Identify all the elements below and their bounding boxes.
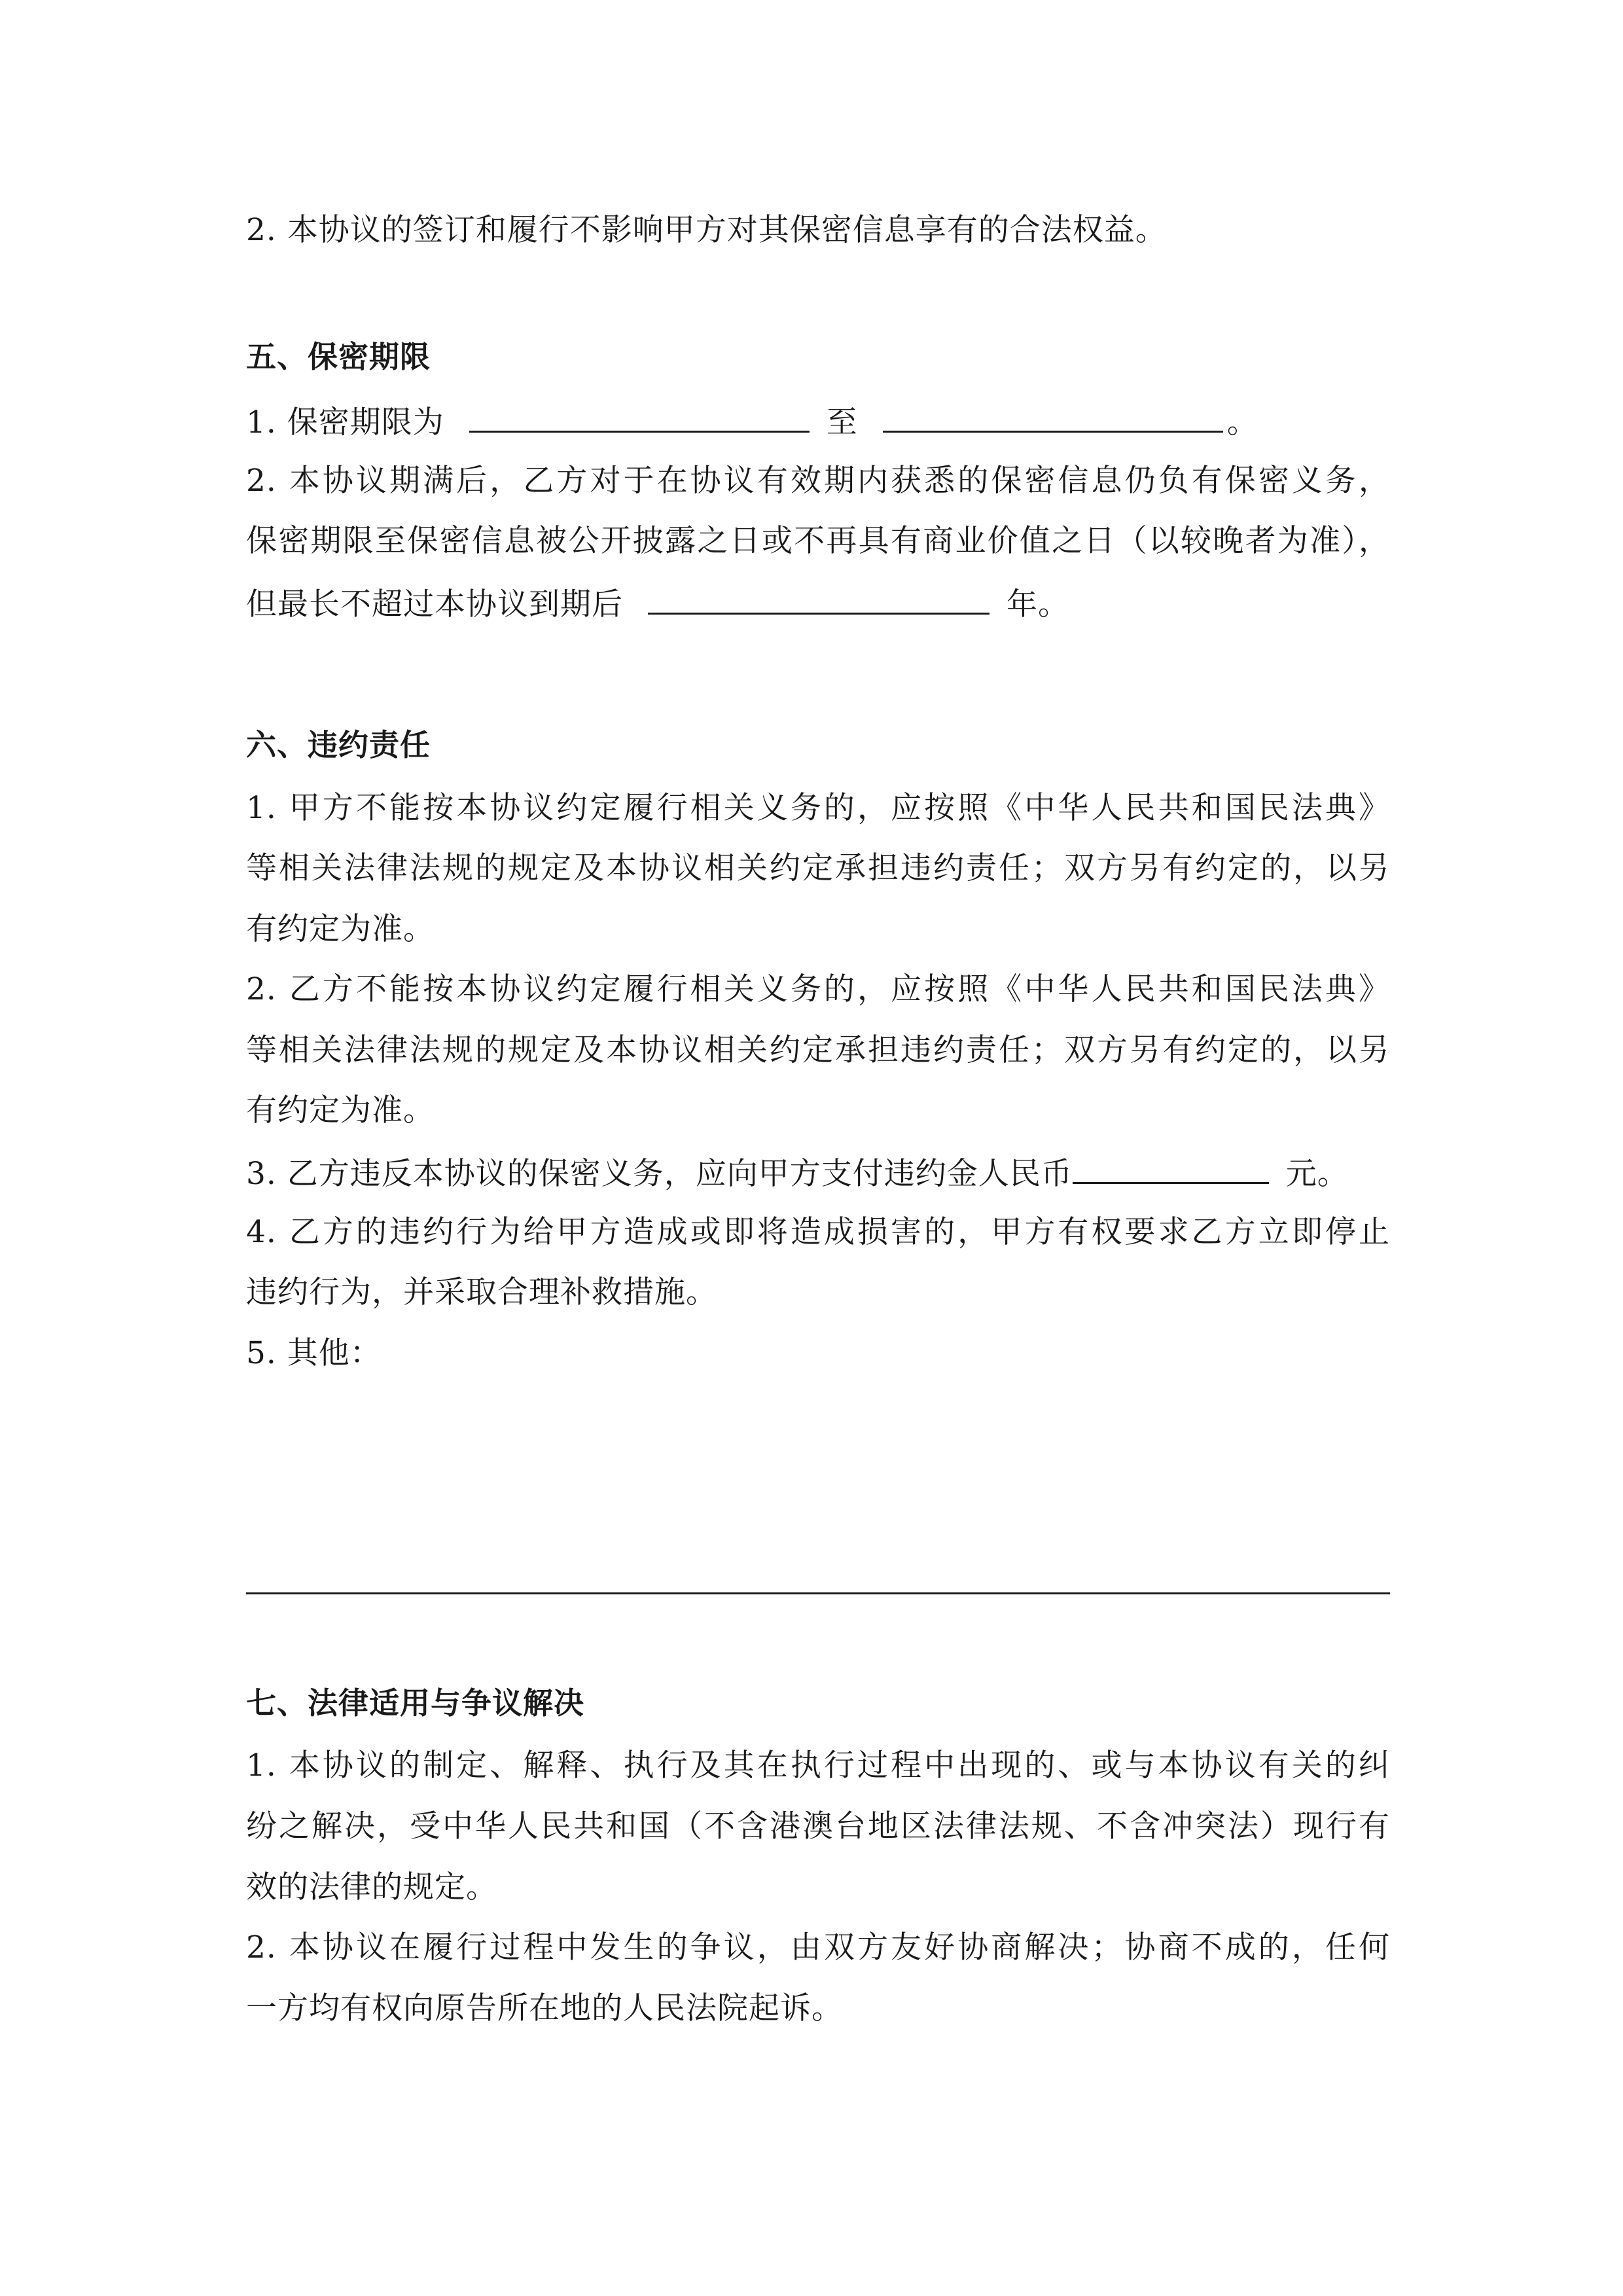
clause-5-1 (246, 401, 1258, 442)
clause-6-2-line-3: 有约定为准。 (246, 1092, 435, 1128)
max-years-blank[interactable] (648, 583, 990, 615)
clause-6-2-line-1: 2. 乙方不能按本协议约定履行相关义务的，应按照《中华人民共和国民法典》 (246, 971, 1390, 1007)
section-5-heading: 五、保密期限 (246, 339, 431, 374)
clause-6-4-line-1: 4. 乙方的违约行为给甲方造成或即将造成损害的，甲方有权要求乙方立即停止 (246, 1214, 1390, 1250)
clause-6-5: 5. 其他： (246, 1335, 382, 1371)
clause-5-2-line-1: 2. 本协议期满后，乙方对于在协议有效期内获悉的保密信息仍负有保密义务， (246, 463, 1390, 499)
clause-5-2-line-2: 保密期限至保密信息被公开披露之日或不再具有商业价值之日（以较晚者为准）， (246, 523, 1390, 559)
clause-5-1-suffix: 。 (1226, 404, 1258, 440)
penalty-amount-blank[interactable] (1073, 1152, 1269, 1184)
clause-5-2-line-3-suffix: 年。 (1006, 586, 1069, 622)
clause-6-4-line-2: 违约行为，并采取合理补救措施。 (246, 1274, 717, 1310)
clause-6-1-line-1: 1. 甲方不能按本协议约定履行相关义务的，应按照《中华人民共和国民法典》 (246, 790, 1390, 826)
clause-5-1-mid: 至 (826, 404, 858, 440)
clause-7-1-line-2: 纷之解决，受中华人民共和国（不含港澳台地区法律法规、不含冲突法）现行有 (246, 1808, 1390, 1844)
confidentiality-start-date-blank[interactable] (469, 401, 810, 433)
clause-4-2: 2. 本协议的签订和履行不影响甲方对其保密信息享有的合法权益。 (246, 212, 1167, 248)
clause-5-2-line-3 (246, 583, 1069, 624)
section-6-heading: 六、违约责任 (246, 727, 431, 762)
clause-7-2-line-2: 一方均有权向原告所在地的人民法院起诉。 (246, 1990, 843, 2026)
confidentiality-end-date-blank[interactable] (883, 401, 1223, 433)
clause-7-1-line-1: 1. 本协议的制定、解释、执行及其在执行过程中出现的、或与本协议有关的纠 (246, 1748, 1390, 1784)
clause-5-2-line-3-prefix: 但最长不超过本协议到期后 (246, 586, 623, 622)
document-page (246, 0, 1390, 2296)
clause-6-1-line-3: 有约定为准。 (246, 911, 435, 947)
clause-6-2-line-2: 等相关法律法规的规定及本协议相关约定承担违约责任；双方另有约定的，以另 (246, 1032, 1390, 1068)
clause-5-1-prefix: 1. 保密期限为 (246, 404, 444, 440)
clause-6-3-prefix: 3. 乙方违反本协议的保密义务，应向甲方支付违约金人民币 (246, 1156, 1073, 1192)
clause-6-3-suffix: 元。 (1285, 1156, 1349, 1192)
clause-7-2-line-1: 2. 本协议在履行过程中发生的争议，由双方友好协商解决；协商不成的，任何 (246, 1929, 1390, 1965)
section-7-heading: 七、法律适用与争议解决 (246, 1685, 584, 1721)
clause-6-3 (246, 1152, 1349, 1194)
clause-7-1-line-3: 效的法律的规定。 (246, 1869, 497, 1905)
other-terms-blank-line[interactable] (246, 1592, 1390, 1594)
clause-6-1-line-2: 等相关法律法规的规定及本协议相关约定承担违约责任；双方另有约定的，以另 (246, 850, 1390, 886)
